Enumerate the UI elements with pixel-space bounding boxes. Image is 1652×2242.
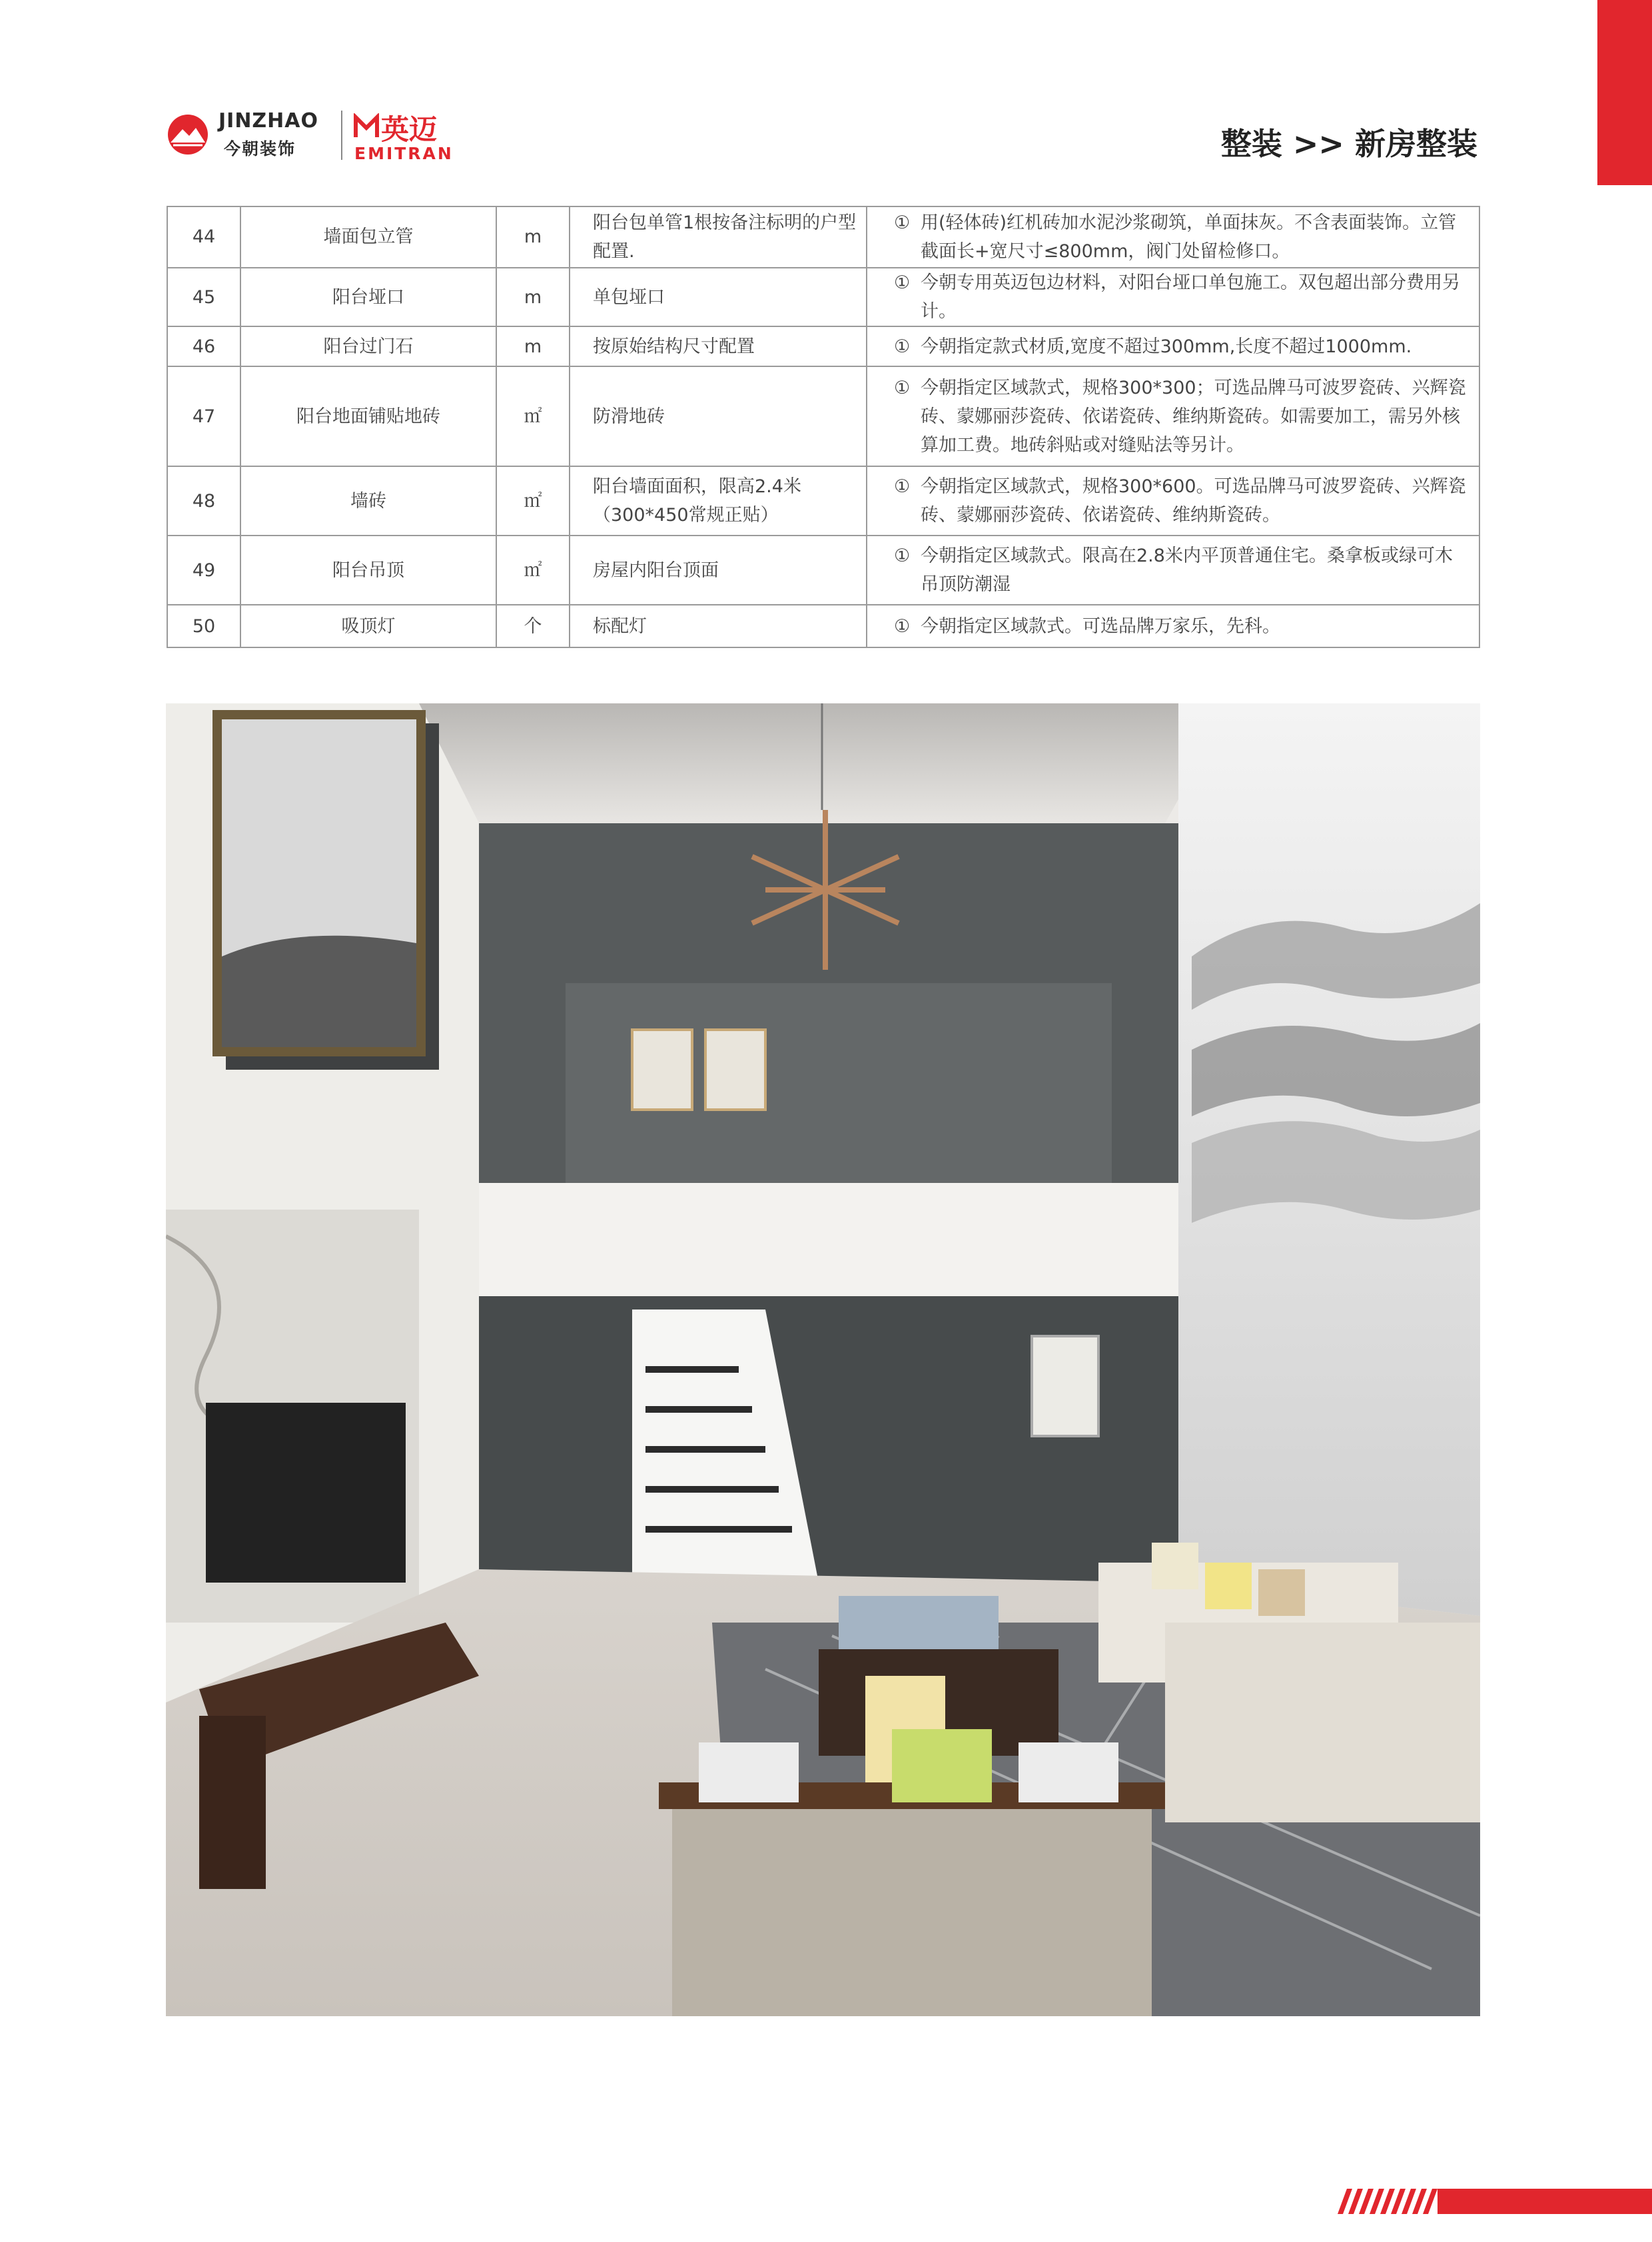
table-row [167, 326, 1479, 366]
row-number-cell: 49 [167, 536, 240, 605]
configuration-cell: 阳台墙面面积，限高2.4米（300*450常规正贴） [570, 466, 867, 536]
item-name-cell: 墙面包立管 [240, 206, 496, 268]
footer-stripe-decoration [1338, 2189, 1652, 2214]
note-marker: ① [894, 272, 911, 293]
remarks-cell [867, 536, 1479, 605]
note-text: 今朝指定区域款式，规格300*600。可选品牌马可波罗瓷砖、兴辉瓷砖、蒙娜丽莎瓷砖、依诺瓷砖、维纳斯瓷砖。 [921, 476, 1466, 526]
unit-cell: m [496, 268, 570, 326]
table-row [167, 536, 1479, 605]
note-marker: ① [894, 212, 911, 233]
item-name-cell: 阳台垭口 [240, 268, 496, 326]
spec-table [167, 206, 1480, 648]
unit-cell: ㎡ [496, 536, 570, 605]
unit-cell: ㎡ [496, 366, 570, 466]
configuration-cell: 单包垭口 [570, 268, 867, 326]
row-number-cell: 46 [167, 326, 240, 366]
unit-cell: ㎡ [496, 466, 570, 536]
table-row [167, 268, 1479, 326]
configuration-cell: 阳台包单管1根按备注标明的户型配置. [570, 206, 867, 268]
table-row [167, 206, 1479, 268]
item-name-cell: 墙砖 [240, 466, 496, 536]
note-text: 今朝指定款式材质,宽度不超过300mm,长度不超过1000mm. [921, 336, 1412, 357]
note-marker: ① [894, 476, 911, 498]
brand2-name-cn: 英迈 [381, 113, 438, 146]
brand-logo [167, 107, 513, 167]
note-marker: ① [894, 546, 911, 567]
jinzhao-logo-icon [167, 113, 209, 156]
brand-name-en: JINZHAO [218, 109, 319, 133]
note-text: 今朝专用英迈包边材料，对阳台垭口单包施工。双包超出部分费用另计。 [921, 272, 1460, 322]
remarks-cell [867, 605, 1479, 647]
table-row [167, 605, 1479, 647]
remarks-cell [867, 466, 1479, 536]
corner-red-tab [1597, 0, 1652, 185]
item-name-cell: 吸顶灯 [240, 605, 496, 647]
note-marker: ① [894, 377, 911, 398]
table-row [167, 366, 1479, 466]
row-number-cell: 50 [167, 605, 240, 647]
row-number-cell: 44 [167, 206, 240, 268]
remarks-cell [867, 268, 1479, 326]
configuration-cell: 标配灯 [570, 605, 867, 647]
row-number-cell: 47 [167, 366, 240, 466]
unit-cell: m [496, 326, 570, 366]
configuration-cell: 按原始结构尺寸配置 [570, 326, 867, 366]
configuration-cell: 房屋内阳台顶面 [570, 536, 867, 605]
item-name-cell: 阳台吊顶 [240, 536, 496, 605]
configuration-cell: 防滑地砖 [570, 366, 867, 466]
unit-cell: m [496, 206, 570, 268]
item-name-cell: 阳台地面铺贴地砖 [240, 366, 496, 466]
note-marker: ① [894, 615, 911, 637]
brand-name-cn: 今朝装饰 [224, 139, 296, 159]
section-title: 整装 >> 新房整装 [1220, 126, 1477, 162]
interior-illustration [166, 703, 1480, 2016]
note-text: 今朝指定区域款式。可选品牌万家乐，先科。 [921, 615, 1280, 637]
item-name-cell: 阳台过门石 [240, 326, 496, 366]
remarks-cell [867, 206, 1479, 268]
table-row [167, 466, 1479, 536]
remarks-cell [867, 366, 1479, 466]
note-marker: ① [894, 336, 911, 357]
logo-divider [341, 111, 342, 160]
spec-table-body [167, 206, 1479, 647]
emitran-m-icon [353, 113, 380, 140]
note-text: 用(轻体砖)红机砖加水泥沙浆砌筑，单面抹灰。不含表面装饰。立管截面长+宽尺寸≤800mm，阀门处留检修口。 [921, 212, 1457, 262]
unit-cell: 个 [496, 605, 570, 647]
note-text: 今朝指定区域款式。限高在2.8米内平顶普通住宅。桑拿板或绿可木吊顶防潮湿 [921, 546, 1453, 595]
row-number-cell: 48 [167, 466, 240, 536]
living-room-photo [166, 703, 1480, 2016]
note-text: 今朝指定区域款式，规格300*300；可选品牌马可波罗瓷砖、兴辉瓷砖、蒙娜丽莎瓷砖、依诺瓷砖、维纳斯瓷砖。如需要加工，需另外核算加工费。地砖斜贴或对缝贴法等另计。 [921, 377, 1466, 456]
brand2-name-en: EMITRAN [354, 144, 454, 163]
row-number-cell: 45 [167, 268, 240, 326]
remarks-cell [867, 326, 1479, 366]
